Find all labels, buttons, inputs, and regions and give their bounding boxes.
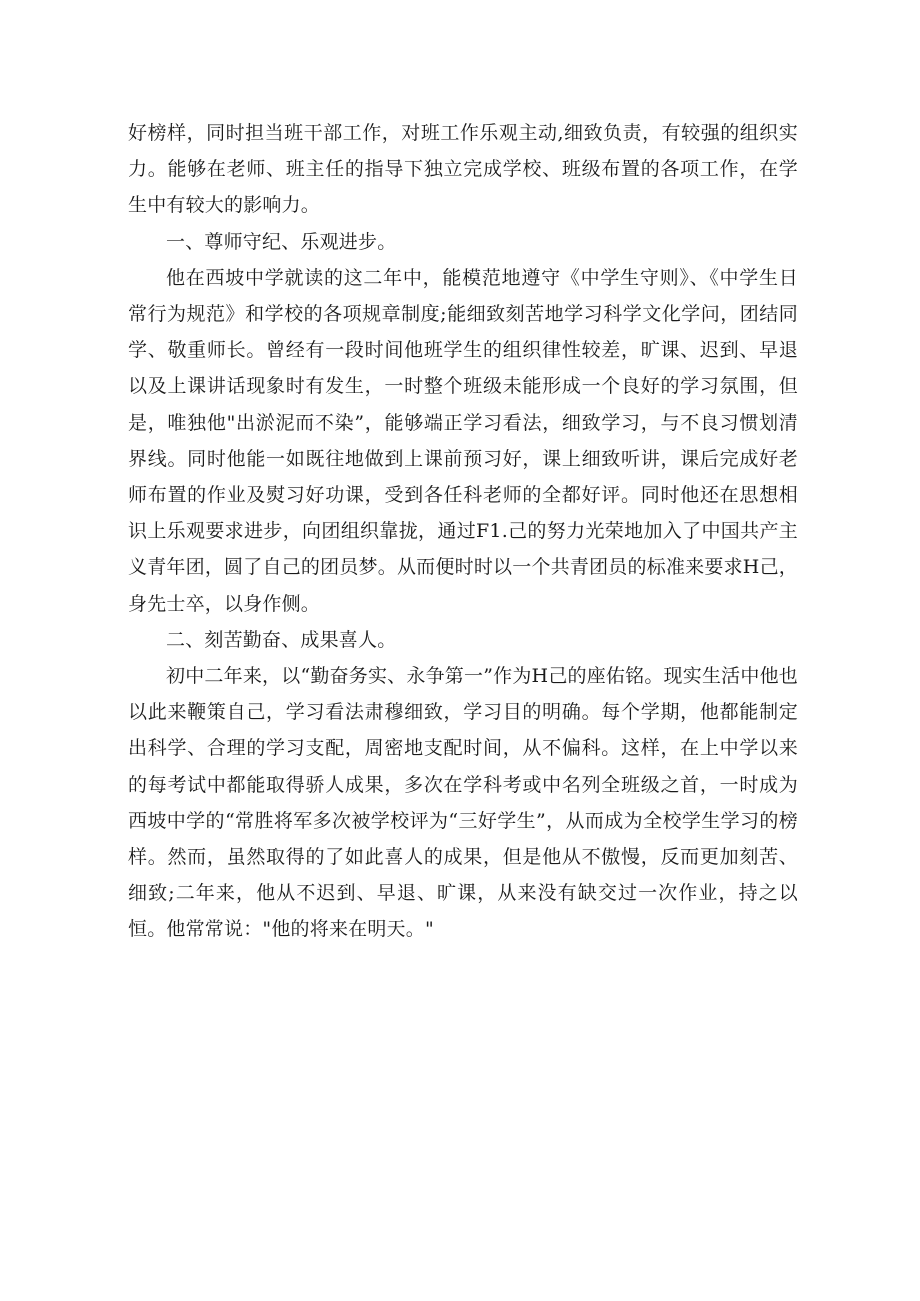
section-heading-1: 一、尊师守纪、乐观进步。 [166, 230, 397, 253]
section-heading-2: 二、刻苦勤奋、成果喜人。 [166, 628, 397, 651]
paragraph-section-2: 初中二年来，以“勤奋务实、永争第一”作为H己的座佑铭。现实生活中他也以此来鞭策自己，学习看法肃穆细致，学习目的明确。每个学期，他都能制定出科学、合理的学习支配，周密地支配时间，从不偏科。这样，在上中学以来的每考试中都能取得骄人成果，多次在学科考或中名列全班级之首，一时成为西坡中学的“常胜将军多次被学校评为“三好学生”，从而成为全校学生学习的榜样。然而，虽然取得的了如此喜人的成果，但是他从不傲慢，反而更加刻苦、细致;二年来，他从不迟到、早退、旷课，从来没有缺交过一次作业，持之以恒。他常常说："他的将来在明天。" [128, 665, 798, 941]
paragraph-section-1: 他在西坡中学就读的这二年中，能模范地遵守《中学生守则》、《中学生日常行为规范》和学校的各项规章制度;能细致刻苦地学习科学文化学问，团结同学、敬重师长。曾经有一段时间他班学生的组织律性较差，旷课、迟到、早退以及上课讲话现象时有发生，一时整个班级未能形成一个良好的学习氛围，但是，唯独他"出淤泥而不染”，能够端正学习看法，细致学习，与不良习惯划清界线。同时他能一如既往地做到上课前预习好，课上细致听讲，课后完成好老师布置的作业及熨习好功课，受到各任科老师的全都好评。同时他还在思想相识上乐观要求进步，向团组织靠拢，通过F1.己的努力光荣地加入了中国共产主义青年团，圆了自己的团员梦。从而便时时以一个共青团员的标准来要求H己，身先士卒，以身作侧。 [128, 266, 798, 615]
paragraph-continuation: 好榜样，同时担当班干部工作，对班工作乐观主动,细致负责，有较强的组织实力。能够在老师、班主任的指导下独立完成学校、班级布置的各项工作，在学生中有较大的影响力。 [128, 122, 798, 217]
document-body [128, 115, 798, 948]
